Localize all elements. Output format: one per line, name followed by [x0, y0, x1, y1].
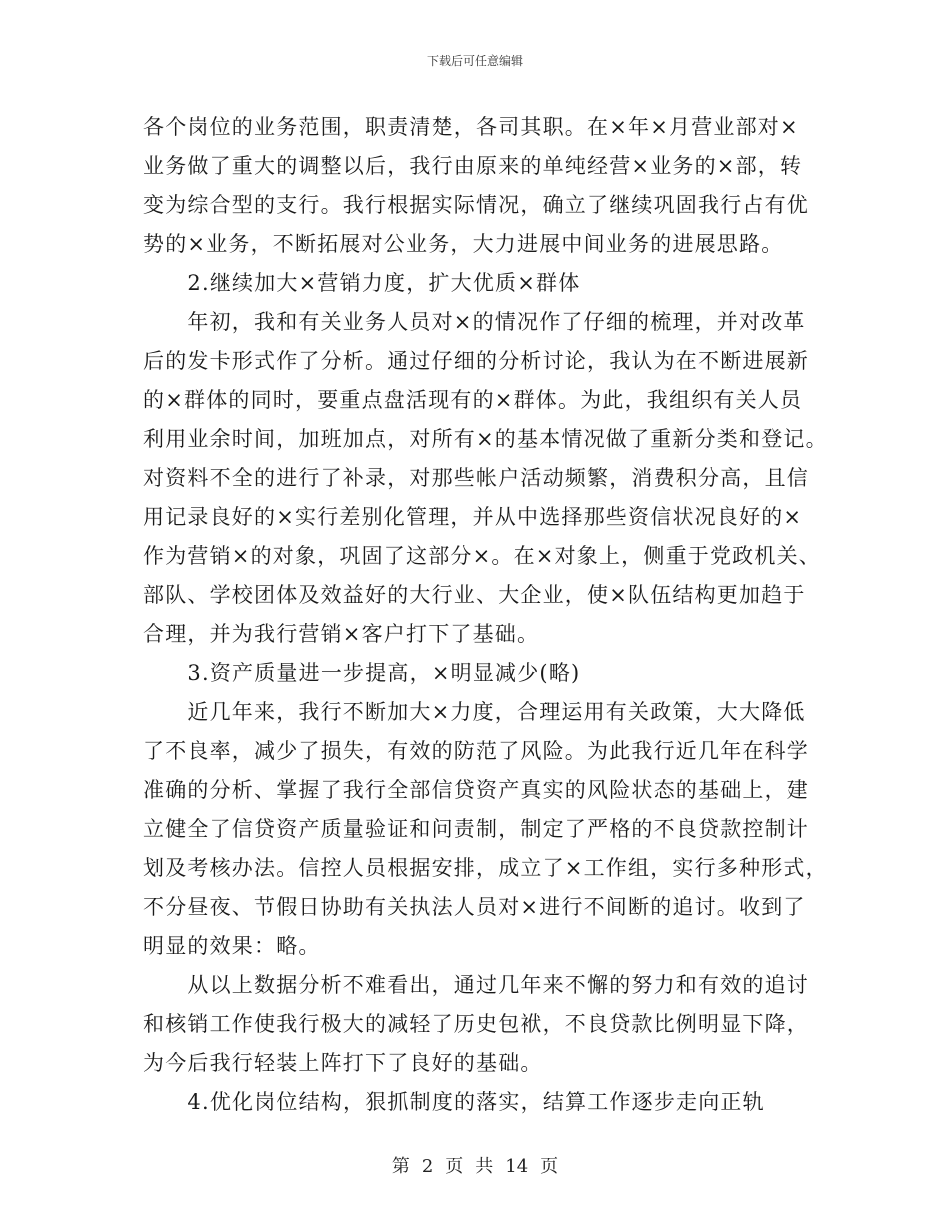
footer-suffix: 页: [540, 1156, 559, 1177]
text-line: 了不良率，减少了损失，有效的防范了风险。为此我行近几年在科学: [143, 739, 809, 763]
text-line: 划及考核办法。信控人员根据安排，成立了×工作组，实行多种形式，: [143, 856, 828, 880]
text-line: 合理，并为我行营销×客户打下了基础。: [143, 622, 540, 646]
text-line: 不分昼夜、节假日协助有关执法人员对×进行不间断的追讨。收到了: [143, 895, 806, 919]
page-header: 下载后可任意编辑: [426, 54, 523, 68]
text-line: 作为营销×的对象，巩固了这部分×。在×对象上，侧重于党政机关、: [143, 544, 821, 568]
footer-total-label: 共: [475, 1156, 494, 1177]
text-line: 各个岗位的业务范围，职责清楚，各司其职。在×年×月营业部对×: [143, 115, 799, 139]
footer-page-label: 页: [445, 1156, 464, 1177]
text-line: 对资料不全的进行了补录，对那些帐户活动频繁，消费积分高，且信: [143, 466, 809, 490]
text-line: 为今后我行轻装上阵打下了良好的基础。: [143, 1051, 543, 1075]
document-body: [143, 108, 828, 1122]
text-line: 势的×业务，不断拓展对公业务，大力进展中间业务的进展思路。: [143, 232, 784, 256]
footer-prefix: 第: [391, 1156, 410, 1177]
text-line: 和核销工作使我行极大的减轻了历史包袱，不良贷款比例明显下降，: [143, 1012, 809, 1036]
text-line: 的×群体的同时，要重点盘活现有的×群体。为此，我组织有关人员: [143, 388, 803, 412]
section-heading: 4.优化岗位结构，狠抓制度的落实，结算工作逐步走向正轨: [143, 1090, 765, 1114]
text-line: 变为综合型的支行。我行根据实际情况，确立了继续巩固我行占有优: [143, 193, 809, 217]
text-line: 利用业余时间，加班加点，对所有×的基本情况做了重新分类和登记。: [143, 427, 828, 451]
text-line: 用记录良好的×实行差别化管理，并从中选择那些资信状况良好的×: [143, 505, 803, 529]
text-line: 部队、学校团体及效益好的大行业、大企业，使×队伍结构更加趋于: [143, 583, 806, 607]
text-line: 业务做了重大的调整以后，我行由原来的单纯经营×业务的×部，转: [143, 154, 803, 178]
text-line: 准确的分析、掌握了我行全部信贷资产真实的风险状态的基础上，建: [143, 778, 809, 802]
page-number: 2: [421, 1156, 434, 1177]
page-footer: [0, 1152, 950, 1178]
total-pages: 14: [505, 1156, 529, 1177]
section-heading: 3.资产质量进一步提高，×明显减少(略): [143, 661, 581, 685]
text-line: 近几年来，我行不断加大×力度，合理运用有关政策，大大降低: [143, 700, 806, 724]
text-line: 立健全了信贷资产质量验证和问责制，制定了严格的不良贷款控制计: [143, 817, 809, 841]
text-line: 后的发卡形式作了分析。通过仔细的分析讨论，我认为在不断进展新: [143, 349, 809, 373]
text-line: 明显的效果：略。: [143, 934, 321, 958]
text-line: 年初，我和有关业务人员对×的情况作了仔细的梳理，并对改革: [143, 310, 806, 334]
text-line: 从以上数据分析不难看出，通过几年来不懈的努力和有效的追讨: [143, 973, 809, 997]
section-heading: 2.继续加大×营销力度，扩大优质×群体: [143, 271, 581, 295]
